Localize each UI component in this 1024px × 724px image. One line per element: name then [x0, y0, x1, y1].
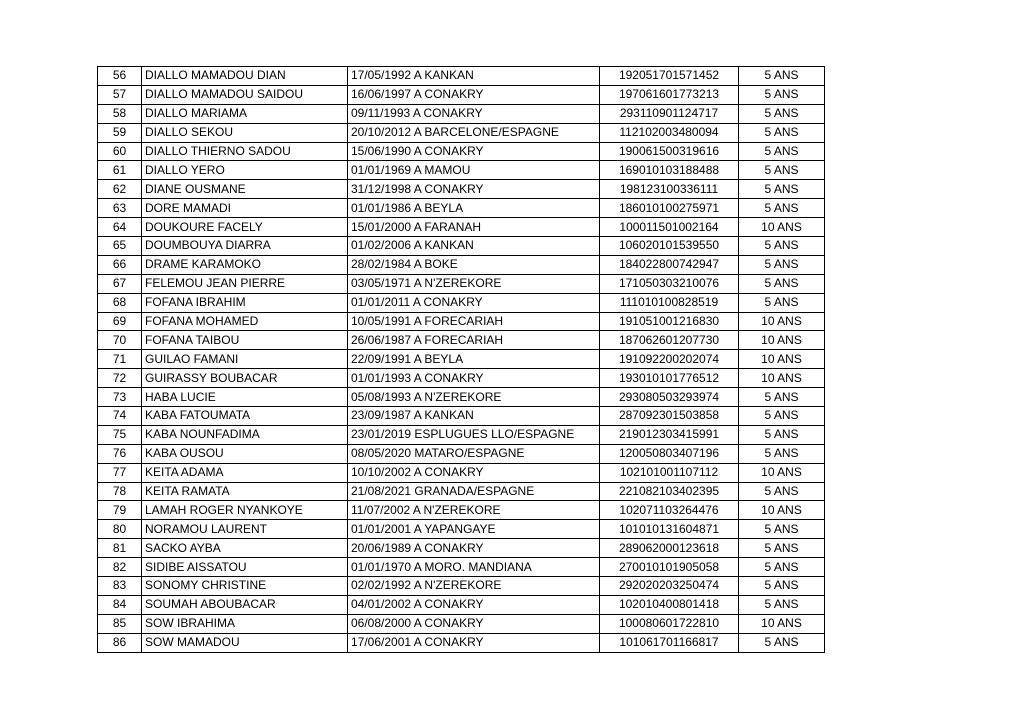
- row-number-cell: 77: [98, 463, 142, 482]
- table-row: [98, 614, 825, 633]
- table-row: [98, 388, 825, 407]
- table-row: [98, 218, 825, 237]
- row-number-cell: 64: [98, 218, 142, 237]
- birth-date-place-cell: 28/02/1984 A BOKE: [348, 255, 600, 274]
- id-number-cell: 192051701571452: [600, 67, 739, 86]
- duration-cell: 5 ANS: [739, 180, 825, 199]
- birth-date-place-cell: 23/09/1987 A KANKAN: [348, 407, 600, 426]
- birth-date-place-cell: 15/06/1990 A CONAKRY: [348, 142, 600, 161]
- table-row: [98, 331, 825, 350]
- birth-date-place-cell: 03/05/1971 A N'ZEREKORE: [348, 274, 600, 293]
- full-name-cell: FELEMOU JEAN PIERRE: [142, 274, 348, 293]
- duration-cell: 5 ANS: [739, 633, 825, 652]
- table-row: [98, 463, 825, 482]
- birth-date-place-cell: 16/06/1997 A CONAKRY: [348, 85, 600, 104]
- duration-cell: 5 ANS: [739, 237, 825, 256]
- table-row: [98, 199, 825, 218]
- birth-date-place-cell: 01/01/1993 A CONAKRY: [348, 369, 600, 388]
- row-number-cell: 68: [98, 293, 142, 312]
- table-row: [98, 369, 825, 388]
- duration-cell: 5 ANS: [739, 539, 825, 558]
- birth-date-place-cell: 01/02/2006 A KANKAN: [348, 237, 600, 256]
- row-number-cell: 76: [98, 444, 142, 463]
- table-row: [98, 161, 825, 180]
- row-number-cell: 65: [98, 237, 142, 256]
- full-name-cell: DOUKOURE FACELY: [142, 218, 348, 237]
- duration-cell: 5 ANS: [739, 293, 825, 312]
- full-name-cell: SIDIBE AISSATOU: [142, 558, 348, 577]
- birth-date-place-cell: 01/01/2001 A YAPANGAYE: [348, 520, 600, 539]
- row-number-cell: 80: [98, 520, 142, 539]
- roster-table-body: [98, 67, 825, 653]
- full-name-cell: FOFANA MOHAMED: [142, 312, 348, 331]
- table-row: [98, 67, 825, 86]
- document-page: [97, 66, 825, 653]
- id-number-cell: 289062000123618: [600, 539, 739, 558]
- full-name-cell: DOUMBOUYA DIARRA: [142, 237, 348, 256]
- row-number-cell: 63: [98, 199, 142, 218]
- birth-date-place-cell: 04/01/2002 A CONAKRY: [348, 595, 600, 614]
- table-row: [98, 577, 825, 596]
- full-name-cell: DIALLO MARIAMA: [142, 104, 348, 123]
- birth-date-place-cell: 21/08/2021 GRANADA/ESPAGNE: [348, 482, 600, 501]
- row-number-cell: 60: [98, 142, 142, 161]
- table-row: [98, 123, 825, 142]
- table-row: [98, 539, 825, 558]
- roster-table: [97, 66, 825, 653]
- birth-date-place-cell: 05/08/1993 A N'ZEREKORE: [348, 388, 600, 407]
- duration-cell: 5 ANS: [739, 85, 825, 104]
- id-number-cell: 171050303210076: [600, 274, 739, 293]
- full-name-cell: NORAMOU LAURENT: [142, 520, 348, 539]
- id-number-cell: 198123100336111: [600, 180, 739, 199]
- table-row: [98, 104, 825, 123]
- row-number-cell: 79: [98, 501, 142, 520]
- row-number-cell: 57: [98, 85, 142, 104]
- full-name-cell: SONOMY CHRISTINE: [142, 577, 348, 596]
- id-number-cell: 190061500319616: [600, 142, 739, 161]
- table-row: [98, 482, 825, 501]
- birth-date-place-cell: 10/10/2002 A CONAKRY: [348, 463, 600, 482]
- row-number-cell: 69: [98, 312, 142, 331]
- duration-cell: 10 ANS: [739, 614, 825, 633]
- id-number-cell: 293080503293974: [600, 388, 739, 407]
- full-name-cell: KABA FATOUMATA: [142, 407, 348, 426]
- duration-cell: 10 ANS: [739, 463, 825, 482]
- full-name-cell: DORE MAMADI: [142, 199, 348, 218]
- row-number-cell: 58: [98, 104, 142, 123]
- duration-cell: 10 ANS: [739, 331, 825, 350]
- row-number-cell: 59: [98, 123, 142, 142]
- id-number-cell: 102071103264476: [600, 501, 739, 520]
- birth-date-place-cell: 01/01/2011 A CONAKRY: [348, 293, 600, 312]
- full-name-cell: SOW MAMADOU: [142, 633, 348, 652]
- row-number-cell: 83: [98, 577, 142, 596]
- id-number-cell: 197061601773213: [600, 85, 739, 104]
- table-row: [98, 312, 825, 331]
- birth-date-place-cell: 23/01/2019 ESPLUGUES LLO/ESPAGNE: [348, 425, 600, 444]
- table-row: [98, 520, 825, 539]
- id-number-cell: 111010100828519: [600, 293, 739, 312]
- full-name-cell: KEITA RAMATA: [142, 482, 348, 501]
- table-row: [98, 407, 825, 426]
- duration-cell: 10 ANS: [739, 369, 825, 388]
- duration-cell: 5 ANS: [739, 161, 825, 180]
- full-name-cell: KABA NOUNFADIMA: [142, 425, 348, 444]
- id-number-cell: 100011501002164: [600, 218, 739, 237]
- table-row: [98, 237, 825, 256]
- id-number-cell: 270010101905058: [600, 558, 739, 577]
- full-name-cell: HABA LUCIE: [142, 388, 348, 407]
- birth-date-place-cell: 01/01/1969 A MAMOU: [348, 161, 600, 180]
- duration-cell: 5 ANS: [739, 388, 825, 407]
- duration-cell: 5 ANS: [739, 255, 825, 274]
- id-number-cell: 101061701166817: [600, 633, 739, 652]
- table-row: [98, 180, 825, 199]
- row-number-cell: 86: [98, 633, 142, 652]
- id-number-cell: 106020101539550: [600, 237, 739, 256]
- row-number-cell: 61: [98, 161, 142, 180]
- duration-cell: 5 ANS: [739, 577, 825, 596]
- table-row: [98, 85, 825, 104]
- full-name-cell: LAMAH ROGER NYANKOYE: [142, 501, 348, 520]
- full-name-cell: DIANE OUSMANE: [142, 180, 348, 199]
- birth-date-place-cell: 11/07/2002 A N'ZEREKORE: [348, 501, 600, 520]
- id-number-cell: 191051001216830: [600, 312, 739, 331]
- duration-cell: 10 ANS: [739, 501, 825, 520]
- id-number-cell: 219012303415991: [600, 425, 739, 444]
- birth-date-place-cell: 31/12/1998 A CONAKRY: [348, 180, 600, 199]
- birth-date-place-cell: 20/10/2012 A BARCELONE/ESPAGNE: [348, 123, 600, 142]
- row-number-cell: 56: [98, 67, 142, 86]
- birth-date-place-cell: 20/06/1989 A CONAKRY: [348, 539, 600, 558]
- duration-cell: 5 ANS: [739, 142, 825, 161]
- table-row: [98, 274, 825, 293]
- table-row: [98, 350, 825, 369]
- table-row: [98, 633, 825, 652]
- full-name-cell: DIALLO MAMADOU DIAN: [142, 67, 348, 86]
- row-number-cell: 85: [98, 614, 142, 633]
- birth-date-place-cell: 10/05/1991 A FORECARIAH: [348, 312, 600, 331]
- id-number-cell: 186010100275971: [600, 199, 739, 218]
- full-name-cell: FOFANA IBRAHIM: [142, 293, 348, 312]
- duration-cell: 10 ANS: [739, 218, 825, 237]
- duration-cell: 5 ANS: [739, 425, 825, 444]
- birth-date-place-cell: 22/09/1991 A BEYLA: [348, 350, 600, 369]
- birth-date-place-cell: 09/11/1993 A CONAKRY: [348, 104, 600, 123]
- id-number-cell: 191092200202074: [600, 350, 739, 369]
- full-name-cell: DIALLO SEKOU: [142, 123, 348, 142]
- row-number-cell: 66: [98, 255, 142, 274]
- duration-cell: 5 ANS: [739, 199, 825, 218]
- birth-date-place-cell: 01/01/1970 A MORO. MANDIANA: [348, 558, 600, 577]
- birth-date-place-cell: 08/05/2020 MATARO/ESPAGNE: [348, 444, 600, 463]
- full-name-cell: SOUMAH ABOUBACAR: [142, 595, 348, 614]
- duration-cell: 5 ANS: [739, 595, 825, 614]
- table-row: [98, 501, 825, 520]
- id-number-cell: 187062601207730: [600, 331, 739, 350]
- duration-cell: 10 ANS: [739, 312, 825, 331]
- duration-cell: 5 ANS: [739, 104, 825, 123]
- duration-cell: 10 ANS: [739, 350, 825, 369]
- full-name-cell: GUIRASSY BOUBACAR: [142, 369, 348, 388]
- row-number-cell: 67: [98, 274, 142, 293]
- full-name-cell: SOW IBRAHIMA: [142, 614, 348, 633]
- table-row: [98, 425, 825, 444]
- birth-date-place-cell: 26/06/1987 A FORECARIAH: [348, 331, 600, 350]
- full-name-cell: DRAME KARAMOKO: [142, 255, 348, 274]
- row-number-cell: 81: [98, 539, 142, 558]
- full-name-cell: FOFANA TAIBOU: [142, 331, 348, 350]
- row-number-cell: 84: [98, 595, 142, 614]
- row-number-cell: 71: [98, 350, 142, 369]
- birth-date-place-cell: 15/01/2000 A FARANAH: [348, 218, 600, 237]
- row-number-cell: 73: [98, 388, 142, 407]
- birth-date-place-cell: 02/02/1992 A N'ZEREKORE: [348, 577, 600, 596]
- table-row: [98, 293, 825, 312]
- table-row: [98, 444, 825, 463]
- id-number-cell: 287092301503858: [600, 407, 739, 426]
- id-number-cell: 221082103402395: [600, 482, 739, 501]
- row-number-cell: 62: [98, 180, 142, 199]
- duration-cell: 5 ANS: [739, 444, 825, 463]
- row-number-cell: 72: [98, 369, 142, 388]
- duration-cell: 5 ANS: [739, 123, 825, 142]
- id-number-cell: 292020203250474: [600, 577, 739, 596]
- id-number-cell: 293110901124717: [600, 104, 739, 123]
- birth-date-place-cell: 01/01/1986 A BEYLA: [348, 199, 600, 218]
- duration-cell: 5 ANS: [739, 67, 825, 86]
- duration-cell: 5 ANS: [739, 520, 825, 539]
- id-number-cell: 112102003480094: [600, 123, 739, 142]
- birth-date-place-cell: 06/08/2000 A CONAKRY: [348, 614, 600, 633]
- duration-cell: 5 ANS: [739, 407, 825, 426]
- row-number-cell: 74: [98, 407, 142, 426]
- table-row: [98, 142, 825, 161]
- duration-cell: 5 ANS: [739, 274, 825, 293]
- birth-date-place-cell: 17/06/2001 A CONAKRY: [348, 633, 600, 652]
- id-number-cell: 100080601722810: [600, 614, 739, 633]
- full-name-cell: DIALLO THIERNO SADOU: [142, 142, 348, 161]
- id-number-cell: 169010103188488: [600, 161, 739, 180]
- id-number-cell: 102101001107112: [600, 463, 739, 482]
- table-row: [98, 255, 825, 274]
- table-row: [98, 558, 825, 577]
- birth-date-place-cell: 17/05/1992 A KANKAN: [348, 67, 600, 86]
- full-name-cell: DIALLO MAMADOU SAIDOU: [142, 85, 348, 104]
- row-number-cell: 82: [98, 558, 142, 577]
- row-number-cell: 75: [98, 425, 142, 444]
- id-number-cell: 101010131604871: [600, 520, 739, 539]
- id-number-cell: 102010400801418: [600, 595, 739, 614]
- full-name-cell: DIALLO YERO: [142, 161, 348, 180]
- table-row: [98, 595, 825, 614]
- duration-cell: 5 ANS: [739, 558, 825, 577]
- id-number-cell: 193010101776512: [600, 369, 739, 388]
- full-name-cell: SACKO AYBA: [142, 539, 348, 558]
- id-number-cell: 120050803407196: [600, 444, 739, 463]
- row-number-cell: 78: [98, 482, 142, 501]
- row-number-cell: 70: [98, 331, 142, 350]
- full-name-cell: KABA OUSOU: [142, 444, 348, 463]
- full-name-cell: KEITA ADAMA: [142, 463, 348, 482]
- full-name-cell: GUILAO FAMANI: [142, 350, 348, 369]
- id-number-cell: 184022800742947: [600, 255, 739, 274]
- duration-cell: 5 ANS: [739, 482, 825, 501]
